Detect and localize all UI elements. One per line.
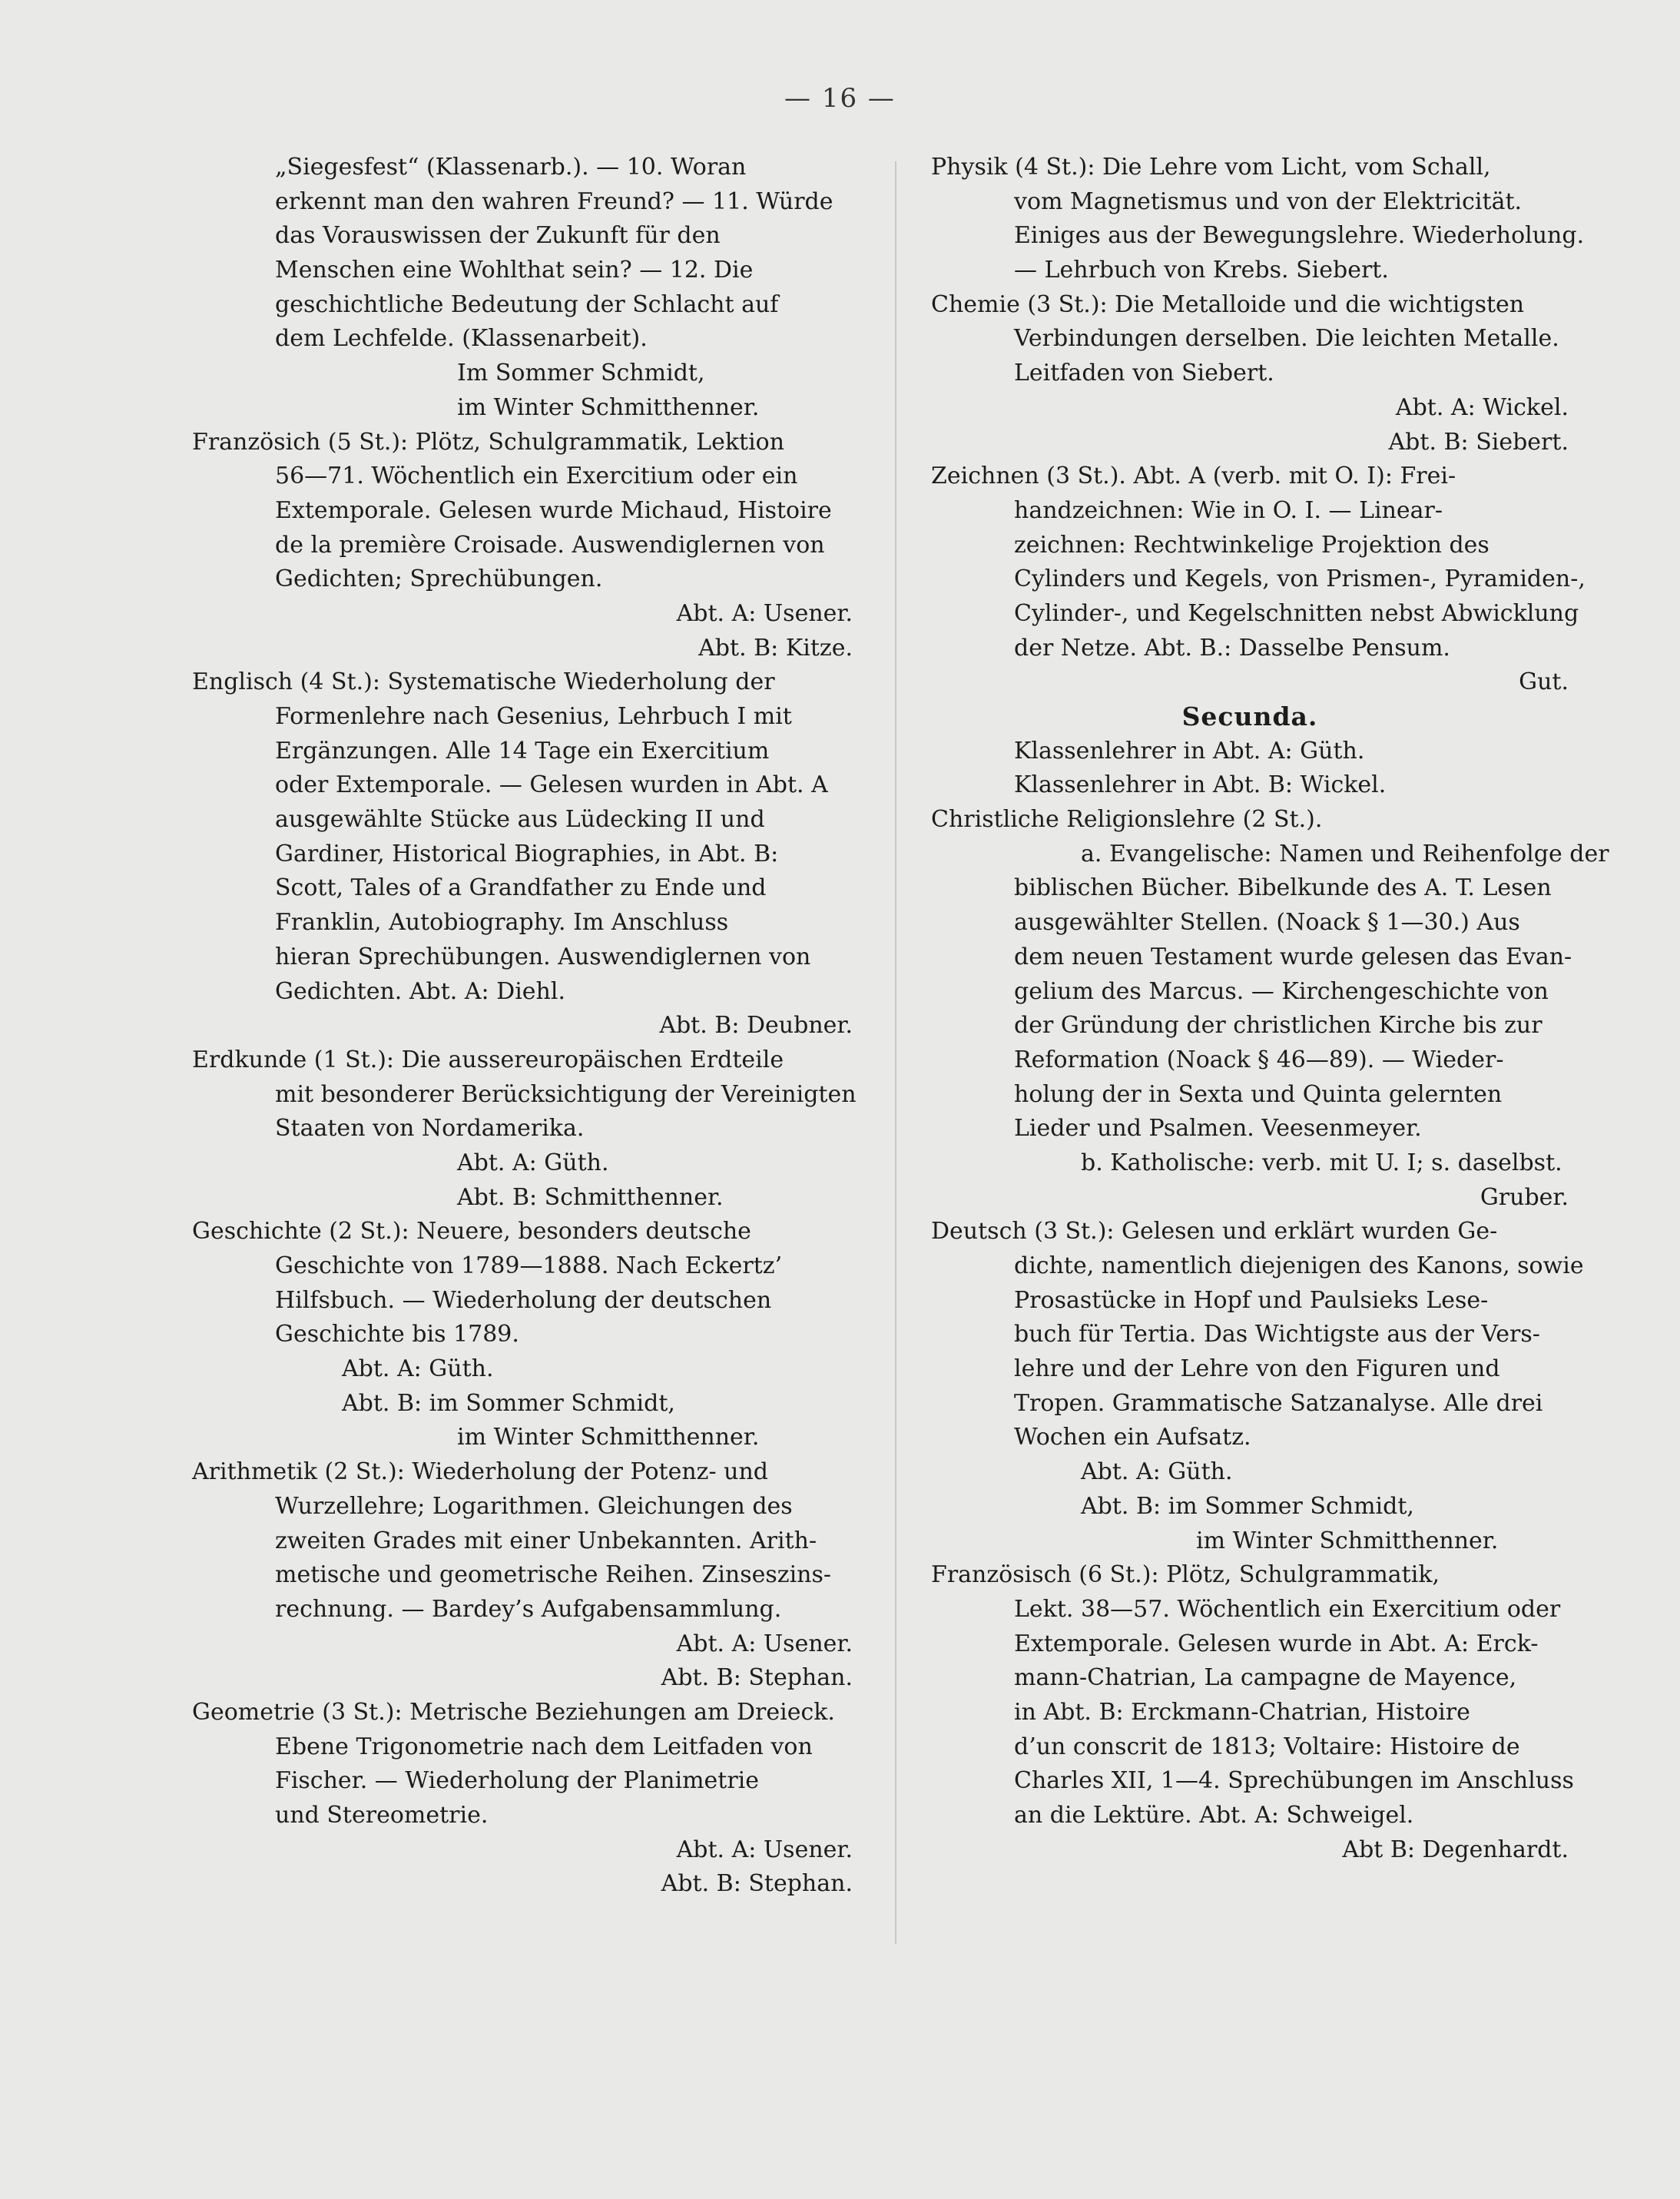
left-text-line: Abt. A: Güth.	[457, 1149, 609, 1176]
left-text-line: Franklin, Autobiography. Im Anschluss	[275, 909, 729, 937]
left-text-line: de la première Croisade. Auswendiglernen von	[275, 531, 825, 559]
right-text-line: Klassenlehrer in Abt. B: Wickel.	[1014, 771, 1387, 799]
left-column	[192, 151, 857, 1902]
right-text-line: Abt. A: Wickel.	[1395, 393, 1569, 421]
left-text-line: Scott, Tales of a Grandfather zu Ende und	[275, 874, 767, 902]
left-text-line: Abt. B: Kitze.	[698, 634, 853, 662]
right-text-line: Tropen. Grammatische Satzanalyse. Alle drei	[1014, 1389, 1543, 1417]
left-text-line: Fischer. — Wiederholung der Planimetrie	[275, 1767, 760, 1795]
right-text-line: Prosastücke in Hopf und Paulsieks Lese-	[1014, 1286, 1489, 1314]
right-text-line: Abt. A: Güth.	[1081, 1458, 1233, 1486]
right-text-line: Reformation (Noack § 46—89). — Wieder-	[1014, 1046, 1504, 1073]
right-text-line: Französisch (6 St.): Plötz, Schulgrammatik,	[931, 1561, 1440, 1589]
left-text-line: 56—71. Wöchentlich ein Exercitium oder ein	[275, 463, 798, 490]
right-text-line: handzeichnen: Wie in O. I. — Linear-	[1014, 496, 1443, 524]
right-text-line: Deutsch (3 St.): Gelesen und erklärt wurden Ge-	[931, 1218, 1498, 1245]
left-text-line: dem Lechfelde. (Klassenarbeit).	[275, 325, 648, 353]
right-text-line: der Netze. Abt. B.: Dasselbe Pensum.	[1014, 634, 1450, 662]
right-text-line: Cylinder-, und Kegelschnitten nebst Abwicklung	[1014, 599, 1579, 627]
right-text-line: buch für Tertia. Das Wichtigste aus der Vers-	[1014, 1321, 1540, 1348]
left-text-line: Abt. B: Stephan.	[661, 1870, 853, 1898]
right-text-line: Wochen ein Aufsatz.	[1014, 1424, 1251, 1451]
left-text-line: Abt. B: Deubner.	[659, 1012, 853, 1040]
left-text-line: Im Sommer Schmidt,	[457, 360, 705, 387]
right-text-line: Zeichnen (3 St.). Abt. A (verb. mit O. I): Frei-	[931, 463, 1456, 490]
right-text-line: dichte, namentlich diejenigen des Kanons, sowie	[1014, 1252, 1584, 1279]
right-text-line: b. Katholische: verb. mit U. I; s. daselbst.	[1081, 1149, 1562, 1176]
left-text-line: ausgewählte Stücke aus Lüdecking II und	[275, 806, 765, 834]
right-text-line: Gut.	[1519, 668, 1569, 696]
right-text-line: holung der in Sexta und Quinta gelernten	[1014, 1080, 1503, 1108]
right-text-line: zeichnen: Rechtwinkelige Projektion des	[1014, 531, 1489, 559]
right-text-line: ausgewählter Stellen. (Noack § 1—30.) Aus	[1014, 909, 1520, 937]
left-text-line: Abt. A: Usener.	[676, 599, 853, 627]
left-text-line: das Vorauswissen der Zukunft für den	[275, 222, 721, 250]
right-text-line: Verbindungen derselben. Die leichten Metalle.	[1014, 325, 1559, 353]
left-text-line: Abt. A: Güth.	[342, 1355, 494, 1383]
column-divider	[895, 161, 896, 1944]
left-text-line: geschichtliche Bedeutung der Schlacht auf	[275, 290, 779, 318]
right-text-line: an die Lektüre. Abt. A: Schweigel.	[1014, 1802, 1414, 1829]
left-text-line: „Siegesfest“ (Klassenarb.). — 10. Woran	[275, 154, 747, 181]
left-text-line: Englisch (4 St.): Systematische Wiederholung der	[192, 668, 775, 696]
right-text-line: Charles XII, 1—4. Sprechübungen im Anschluss	[1014, 1767, 1574, 1795]
right-text-line: in Abt. B: Erckmann-Chatrian, Histoire	[1014, 1698, 1470, 1726]
right-text-line: Physik (4 St.): Die Lehre vom Licht, vom Schall,	[931, 154, 1491, 181]
right-text-line: biblischen Bücher. Bibelkunde des A. T. Lesen	[1014, 874, 1552, 902]
left-text-line: Ebene Trigonometrie nach dem Leitfaden von	[275, 1733, 813, 1760]
left-text-line: Geschichte bis 1789.	[275, 1321, 519, 1348]
left-text-line: und Stereometrie.	[275, 1802, 489, 1829]
left-text-line: im Winter Schmitthenner.	[457, 1424, 760, 1451]
left-text-line: Abt. B: im Sommer Schmidt,	[342, 1389, 675, 1417]
left-text-line: rechnung. — Bardey’s Aufgabensammlung.	[275, 1595, 782, 1623]
left-text-line: Formenlehre nach Gesenius, Lehrbuch I mit	[275, 703, 792, 730]
right-text-line: Christliche Religionslehre (2 St.).	[931, 806, 1323, 834]
left-text-line: Französich (5 St.): Plötz, Schulgrammatik, Lektion	[192, 428, 785, 456]
left-text-line: Erdkunde (1 St.): Die aussereuropäischen Erdteile	[192, 1046, 784, 1073]
right-text-line: Einiges aus der Bewegungslehre. Wiederholung.	[1014, 222, 1585, 250]
right-text-line: im Winter Schmitthenner.	[1196, 1527, 1499, 1554]
left-text-line: Geschichte (2 St.): Neuere, besonders deutsche	[192, 1218, 751, 1245]
right-text-line: lehre und der Lehre von den Figuren und	[1014, 1355, 1500, 1383]
right-text-line: a. Evangelische: Namen und Reihenfolge der	[1081, 840, 1609, 867]
right-text-line: Klassenlehrer in Abt. A: Güth.	[1014, 737, 1365, 765]
left-text-line: mit besonderer Berücksichtigung der Vereinigten	[275, 1080, 857, 1108]
left-text-line: metische und geometrische Reihen. Zinseszins-	[275, 1561, 832, 1589]
right-text-line: — Lehrbuch von Krebs. Siebert.	[1014, 257, 1389, 284]
left-text-line: Wurzellehre; Logarithmen. Gleichungen des	[275, 1492, 793, 1520]
left-text-line: Gardiner, Historical Biographies, in Abt. B:	[275, 840, 779, 867]
left-text-line: hieran Sprechübungen. Auswendiglernen von	[275, 943, 811, 970]
left-text-line: Geometrie (3 St.): Metrische Beziehungen am Dreieck.	[192, 1698, 835, 1726]
left-text-line: Abt. A: Usener.	[676, 1630, 853, 1657]
left-text-line: Extemporale. Gelesen wurde Michaud, Histoire	[275, 496, 832, 524]
right-text-line: Lekt. 38—57. Wöchentlich ein Exercitium oder	[1014, 1595, 1561, 1623]
right-text-line: Secunda.	[1181, 701, 1318, 731]
right-text-line: Abt. B: Siebert.	[1388, 428, 1569, 456]
right-text-line: Abt. B: im Sommer Schmidt,	[1081, 1492, 1414, 1520]
right-text-line: vom Magnetismus und von der Elektricität.	[1014, 187, 1523, 215]
left-text-line: Gedichten. Abt. A: Diehl.	[275, 977, 566, 1005]
right-text-line: der Gründung der christlichen Kirche bis zur	[1014, 1012, 1542, 1040]
left-text-line: oder Extemporale. — Gelesen wurden in Abt. A	[275, 771, 828, 799]
left-text-line: Abt. B: Schmitthenner.	[457, 1183, 724, 1211]
right-text-line: Chemie (3 St.): Die Metalloide und die wichtigsten	[931, 290, 1525, 318]
right-text-line: dem neuen Testament wurde gelesen das Evan-	[1014, 943, 1572, 970]
right-text-line: Leitfaden von Siebert.	[1014, 360, 1274, 387]
left-text-line: Gedichten; Sprechübungen.	[275, 566, 603, 593]
left-text-line: Abt. A: Usener.	[676, 1836, 853, 1863]
left-text-line: Staaten von Nordamerika.	[275, 1115, 585, 1143]
left-text-line: zweiten Grades mit einer Unbekannten. Arith-	[275, 1527, 817, 1554]
left-text-line: Abt. B: Stephan.	[661, 1664, 853, 1692]
left-text-line: Ergänzungen. Alle 14 Tage ein Exercitium	[275, 737, 770, 765]
right-text-line: Lieder und Psalmen. Veesenmeyer.	[1014, 1115, 1422, 1143]
page-number: — 16 —	[784, 83, 896, 114]
left-text-line: Arithmetik (2 St.): Wiederholung der Potenz- und	[192, 1458, 768, 1486]
right-text-line: mann-Chatrian, La campagne de Mayence,	[1014, 1664, 1517, 1692]
right-column	[931, 151, 1609, 1867]
left-text-line: erkennt man den wahren Freund? — 11. Würde	[275, 187, 833, 215]
left-text-line: im Winter Schmitthenner.	[457, 393, 760, 421]
left-text-line: Menschen eine Wohlthat sein? — 12. Die	[275, 257, 754, 284]
right-text-line: Abt B: Degenhardt.	[1342, 1836, 1569, 1863]
right-text-line: d’un conscrit de 1813; Voltaire: Histoire de	[1014, 1733, 1520, 1760]
right-text-line: gelium des Marcus. — Kirchengeschichte von	[1014, 977, 1549, 1005]
left-text-line: Geschichte von 1789—1888. Nach Eckertz’	[275, 1252, 783, 1279]
right-text-line: Extemporale. Gelesen wurde in Abt. A: Erck-	[1014, 1630, 1539, 1657]
left-text-line: Hilfsbuch. — Wiederholung der deutschen	[275, 1286, 772, 1314]
right-text-line: Cylinders und Kegels, von Prismen-, Pyramiden-,	[1014, 566, 1586, 593]
right-text-line: Gruber.	[1480, 1183, 1569, 1211]
